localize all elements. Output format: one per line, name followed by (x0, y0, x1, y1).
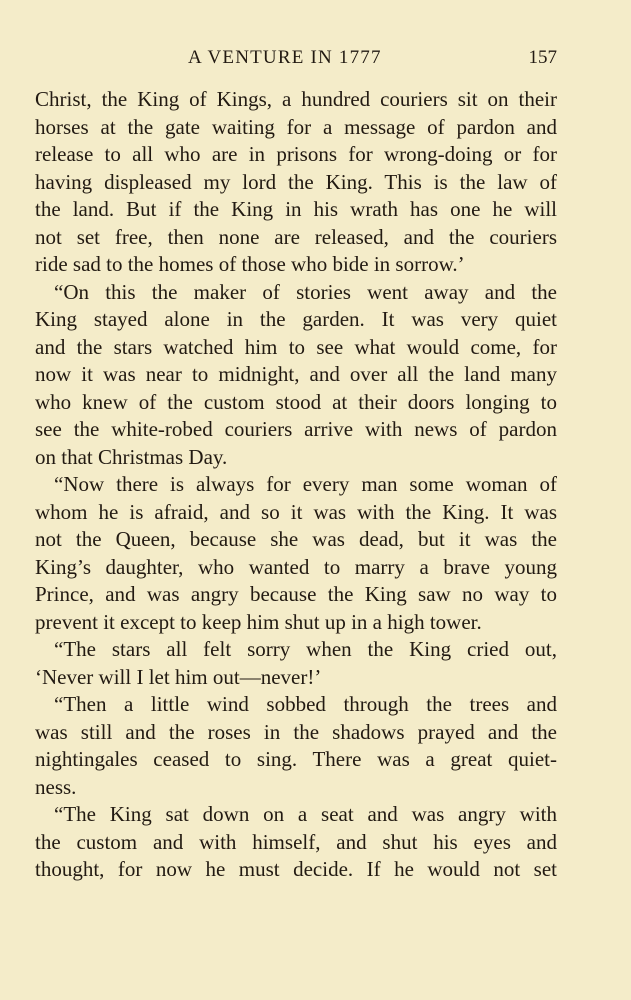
page-number: 157 (528, 47, 557, 68)
text-line: release to all who are in prisons for wrong-doing or for (35, 142, 557, 166)
text-line: and the stars watched him to see what would come, for (35, 334, 557, 359)
text-line: Christ, the King of Kings, a hundred couriers sit on their (35, 87, 557, 111)
paragraph (35, 801, 557, 884)
text-line: not set free, then none are released, and the couriers (35, 224, 557, 249)
text-line: who knew of the custom stood at their doors longing to (35, 389, 557, 414)
text-line: nightingales ceased to sing. There was a great quiet- (35, 747, 557, 771)
text-line: the custom and with himself, and shut his eyes and (35, 829, 557, 854)
text-line: prevent it except to keep him shut up in a high tower. (35, 609, 482, 634)
text-line: “Now there is always for every man some woman of (54, 472, 557, 496)
text-line: “Then a little wind sobbed through the trees and (54, 692, 557, 716)
text-line: having displeased my lord the King. This is the law of (35, 169, 557, 194)
text-line: thought, for now he must decide. If he would not set (35, 857, 557, 881)
paragraph (35, 691, 557, 801)
paragraph (35, 636, 557, 691)
text-line: on that Christmas Day. (35, 444, 228, 469)
text-line: not the Queen, because she was dead, but it was the (35, 527, 557, 551)
text-line: “The stars all felt sorry when the King cried out, (54, 637, 557, 661)
paragraph (35, 86, 557, 279)
text-line: Prince, and was angry because the King saw no way to (35, 582, 557, 606)
text-line: ride sad to the homes of those who bide in sorrow.’ (35, 252, 465, 276)
paragraph (35, 471, 557, 636)
running-title: A VENTURE IN 1777 (188, 47, 382, 68)
text-line: was still and the roses in the shadows prayed and the (35, 719, 557, 744)
text-line: ‘Never will I let him out—never!’ (35, 664, 322, 689)
text-line: King stayed alone in the garden. It was very quiet (35, 307, 557, 331)
text-line: “The King sat down on a seat and was angry with (54, 802, 557, 826)
text-line: whom he is afraid, and so it was with the King. It was (35, 499, 557, 524)
text-line: King’s daughter, who wanted to marry a brave young (35, 554, 557, 579)
text-line: see the white-robed couriers arrive with news of pardon (35, 417, 557, 441)
body-text (35, 86, 557, 884)
running-head (0, 44, 631, 74)
text-line: the land. But if the King in his wrath has one he will (35, 197, 557, 221)
text-line: ness. (35, 774, 77, 799)
paragraph (35, 279, 557, 472)
text-line: now it was near to midnight, and over all the land many (35, 362, 557, 386)
text-line: horses at the gate waiting for a message of pardon and (35, 114, 557, 139)
text-line: “On this the maker of stories went away and the (54, 279, 557, 304)
